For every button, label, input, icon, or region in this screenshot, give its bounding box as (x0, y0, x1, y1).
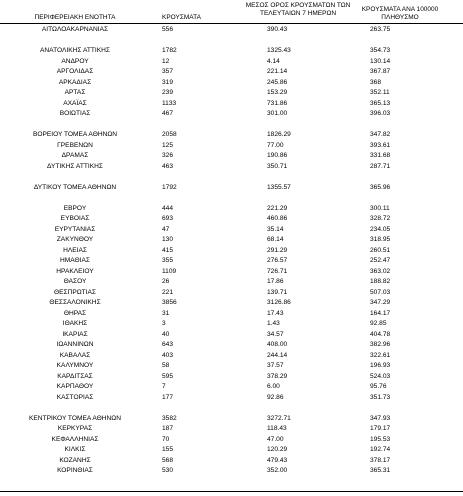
row-name: ΔΥΤΙΚΗΣ ΑΤΤΙΚΗΣ (47, 162, 103, 170)
row-avg: 77.00 (267, 141, 284, 149)
row-cases: 355 (162, 257, 174, 264)
row-per100k: 328.72 (370, 215, 391, 222)
row-cases: 3 (162, 320, 166, 327)
row-avg: 221.14 (267, 68, 288, 75)
row-cases: 12 (162, 57, 170, 65)
row-avg: 301.00 (267, 110, 288, 117)
row-cases: 7 (162, 383, 166, 390)
row-avg: 1826.29 (267, 131, 291, 138)
row-cases: 1792 (162, 183, 177, 191)
header-unit: ΠΕΡΙΦΕΡΕΙΑΚΗ ΕΝΟΤΗΤΑ (34, 14, 116, 21)
row-per100k: 378.17 (370, 456, 391, 464)
row-cases: 40 (162, 330, 170, 338)
header-avg: ΜΕΣΟΣ ΟΡΟΣ ΚΡΟΥΣΜΑΤΩΝ ΤΩΝ ΤΕΛΕΥΤΑΙΩΝ 7 ΗΜΕΡΩΝ (245, 2, 351, 17)
row-cases: 3582 (162, 414, 177, 422)
row-cases: 47 (162, 225, 170, 233)
row-avg: 3272.71 (267, 414, 291, 422)
row-per100k: 287.71 (370, 162, 391, 170)
row-name: ΕΒΡΟΥ (63, 204, 87, 212)
row-name: ΕΥΡΥΤΑΝΙΑΣ (54, 225, 96, 233)
row-name: ΔΡΑΜΑΣ (61, 152, 89, 159)
row-avg: 68.14 (267, 236, 284, 243)
row-avg: 479.43 (267, 456, 288, 464)
row-per100k: 363.02 (370, 267, 391, 275)
row-per100k: 179.17 (370, 425, 391, 432)
row-per100k: 393.61 (370, 141, 391, 149)
row-avg: 153.29 (267, 89, 288, 96)
row-avg: 221.29 (267, 204, 288, 212)
row-name: ΘΕΣΠΡΩΤΙΑΣ (53, 288, 97, 296)
row-per100k: 365.96 (370, 183, 391, 191)
row-name: ΑΧΑΪΑΣ (63, 99, 87, 107)
row-cases: 319 (162, 78, 174, 86)
header-per100k: ΚΡΟΥΣΜΑΤΑ ΑΝΑ 100000 ΠΛΗΘΥΣΜΟ (361, 6, 439, 21)
row-per100k: 263.75 (370, 26, 391, 33)
row-cases: 415 (162, 246, 174, 254)
row-name: ΒΟΡΕΙΟΥ ΤΟΜΕΑ ΑΘΗΝΩΝ (32, 131, 118, 138)
row-name: ΚΑΡΔΙΤΣΑΣ (57, 372, 93, 380)
row-avg: 352.00 (267, 467, 288, 474)
row-per100k: 260.51 (370, 246, 391, 254)
row-cases: 530 (162, 467, 174, 474)
row-name: ΕΥΒΟΙΑΣ (60, 215, 90, 222)
row-avg: 17.86 (267, 278, 284, 285)
row-avg: 120.29 (267, 446, 288, 453)
header-top-rule (0, 23, 463, 24)
row-name: ΗΛΕΙΑΣ (63, 246, 87, 254)
row-cases: 130 (162, 236, 174, 243)
row-cases: 239 (162, 89, 174, 96)
row-avg: 1355.57 (267, 183, 291, 191)
row-avg: 378.29 (267, 372, 288, 380)
row-cases: 221 (162, 288, 174, 296)
row-per100k: 347.82 (370, 131, 391, 138)
row-name: ΙΩΑΝΝΙΝΩΝ (56, 341, 94, 348)
row-cases: 357 (162, 68, 174, 75)
row-per100k: 196.93 (370, 362, 391, 369)
row-cases: 463 (162, 162, 174, 170)
row-avg: 1325.43 (267, 47, 291, 54)
row-avg: 350.71 (267, 162, 288, 170)
row-per100k: 164.17 (370, 309, 391, 317)
row-name: ΚΑΡΠΑΘΟΥ (56, 383, 94, 390)
row-name: ΚΑΒΑΛΑΣ (59, 351, 91, 359)
row-name: ΑΡΓΟΛΙΔΑΣ (56, 68, 94, 75)
row-avg: 47.00 (267, 435, 284, 443)
row-avg: 17.43 (267, 309, 284, 317)
row-cases: 155 (162, 446, 174, 453)
row-name: ΑΡΚΑΔΙΑΣ (58, 78, 92, 86)
row-avg: 726.71 (267, 267, 288, 275)
row-avg: 35.14 (267, 225, 284, 233)
row-cases: 568 (162, 456, 174, 464)
row-per100k: 347.93 (370, 414, 391, 422)
row-name: ΗΡΑΚΛΕΙΟΥ (56, 267, 94, 275)
row-name: ΘΑΣΟΥ (63, 278, 87, 285)
row-per100k: 396.03 (370, 110, 391, 117)
row-per100k: 322.61 (370, 351, 391, 359)
row-cases: 1109 (162, 267, 177, 275)
row-avg: 408.00 (267, 341, 288, 348)
row-cases: 444 (162, 204, 174, 212)
row-name: ΑΝΑΤΟΛΙΚΗΣ ΑΤΤΙΚΗΣ (40, 47, 110, 54)
row-name: ΒΟΙΩΤΙΑΣ (59, 110, 91, 117)
row-cases: 403 (162, 351, 174, 359)
header-cases: ΚΡΟΥΣΜΑΤΑ (162, 14, 201, 21)
row-avg: 37.57 (267, 362, 284, 369)
row-name: ΚΕΡΚΥΡΑΣ (57, 425, 93, 432)
row-per100k: 252.47 (370, 257, 391, 264)
row-name: ΚΑΛΥΜΝΟΥ (56, 362, 94, 369)
row-cases: 58 (162, 362, 170, 369)
row-per100k: 318.95 (370, 236, 391, 243)
row-name: ΘΕΣΣΑΛΟΝΙΚΗΣ (49, 299, 101, 306)
row-per100k: 354.73 (370, 47, 391, 54)
row-per100k: 352.11 (370, 89, 390, 96)
row-avg: 92.86 (267, 393, 284, 401)
row-name: ΖΑΚΥΝΘΟΥ (56, 236, 94, 243)
row-avg: 244.14 (267, 351, 288, 359)
row-cases: 26 (162, 278, 170, 285)
row-cases: 326 (162, 152, 174, 159)
row-name: ΑΝΔΡΟΥ (61, 57, 89, 65)
row-name: ΙΘΑΚΗΣ (62, 320, 88, 327)
row-cases: 70 (162, 435, 170, 443)
row-cases: 2058 (162, 131, 177, 138)
row-avg: 34.57 (267, 330, 284, 338)
row-avg: 1.43 (267, 320, 280, 327)
row-cases: 643 (162, 341, 174, 348)
row-cases: 1782 (162, 47, 177, 54)
row-per100k: 92.85 (370, 320, 387, 327)
row-cases: 187 (162, 425, 174, 432)
row-avg: 390.43 (267, 26, 288, 33)
row-avg: 460.86 (267, 215, 288, 222)
row-per100k: 234.05 (370, 225, 391, 233)
row-name: ΚΟΡΙΝΘΙΑΣ (57, 467, 93, 474)
row-per100k: 365.31 (370, 467, 391, 474)
table-bottom-rule (0, 491, 463, 492)
row-per100k: 188.82 (370, 278, 391, 285)
row-per100k: 300.11 (370, 204, 390, 212)
row-per100k: 404.78 (370, 330, 391, 338)
row-avg: 190.86 (267, 152, 288, 159)
row-name: ΗΜΑΘΙΑΣ (60, 257, 90, 264)
row-name: ΚΑΣΤΟΡΙΑΣ (56, 393, 94, 401)
row-name: ΚΟΖΑΝΗΣ (59, 456, 91, 464)
row-per100k: 130.14 (370, 57, 391, 65)
row-name: ΔΥΤΙΚΟΥ ΤΟΜΕΑ ΑΘΗΝΩΝ (33, 183, 117, 191)
row-avg: 245.86 (267, 78, 288, 86)
row-per100k: 507.03 (370, 288, 391, 296)
row-avg: 139.71 (267, 288, 288, 296)
row-name: ΙΚΑΡΙΑΣ (62, 330, 88, 338)
row-cases: 125 (162, 141, 174, 149)
row-cases: 467 (162, 110, 174, 117)
row-avg: 731.86 (267, 99, 288, 107)
row-avg: 276.57 (267, 257, 288, 264)
row-cases: 3856 (162, 299, 177, 306)
row-avg: 3126.86 (267, 299, 291, 306)
row-cases: 556 (162, 26, 174, 33)
row-per100k: 192.74 (370, 446, 391, 453)
row-per100k: 95.76 (370, 383, 387, 390)
row-cases: 177 (162, 393, 174, 401)
row-avg: 4.14 (267, 57, 280, 65)
row-cases: 693 (162, 215, 174, 222)
row-name: ΑΡΤΑΣ (64, 89, 86, 96)
row-name: ΚΕΦΑΛΛΗΝΙΑΣ (51, 435, 99, 443)
row-name: ΓΡΕΒΕΝΩΝ (57, 141, 93, 149)
row-per100k: 195.53 (370, 435, 391, 443)
row-per100k: 524.03 (370, 372, 391, 380)
row-name: ΘΗΡΑΣ (63, 309, 87, 317)
row-per100k: 331.68 (370, 152, 391, 159)
row-avg: 118.43 (267, 425, 287, 432)
row-name: ΚΕΝΤΡΙΚΟΥ ΤΟΜΕΑ ΑΘΗΝΩΝ (29, 414, 121, 422)
row-per100k: 347.29 (370, 299, 391, 306)
row-per100k: 365.13 (370, 99, 391, 107)
row-avg: 291.29 (267, 246, 288, 254)
row-cases: 595 (162, 372, 174, 380)
row-name: ΚΙΛΚΙΣ (64, 446, 86, 453)
row-name: ΑΙΤΩΛΟΑΚΑΡΝΑΝΙΑΣ (41, 26, 109, 33)
row-avg: 6.00 (267, 383, 280, 390)
row-per100k: 382.96 (370, 341, 391, 348)
row-per100k: 351.73 (370, 393, 391, 401)
row-cases: 31 (162, 309, 170, 317)
row-per100k: 368 (370, 78, 382, 86)
row-per100k: 367.87 (370, 68, 391, 75)
row-cases: 1133 (162, 99, 177, 107)
